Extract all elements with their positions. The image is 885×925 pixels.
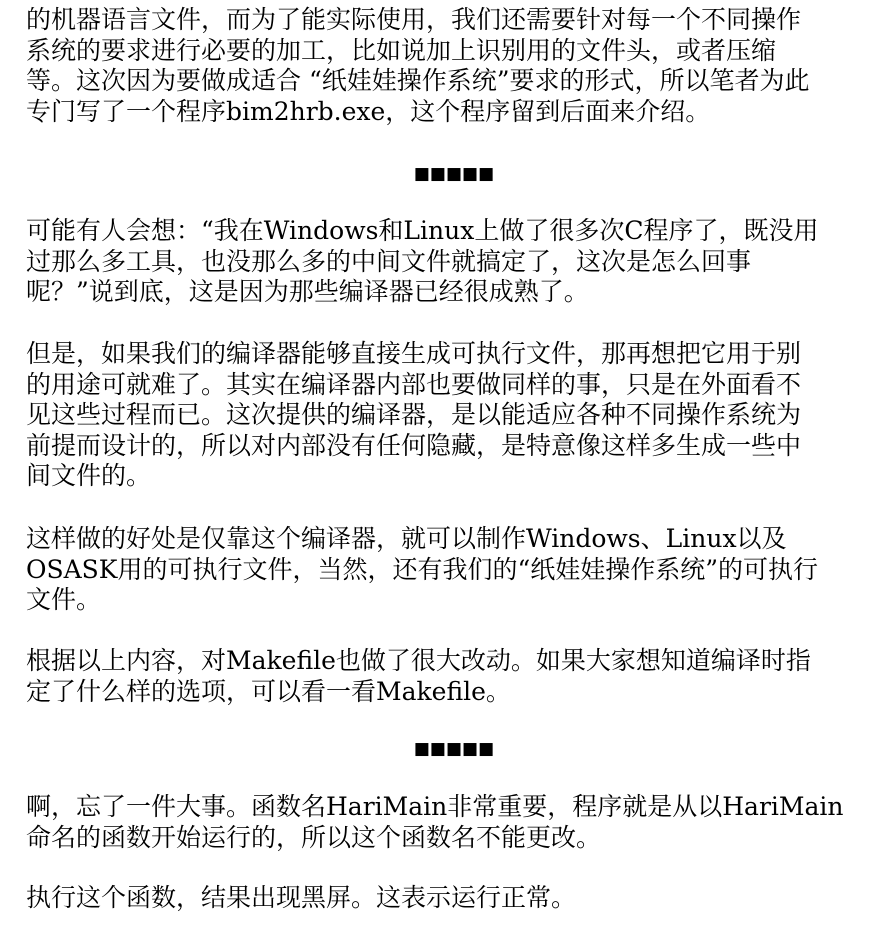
section-separator: ■■■■■ (413, 164, 495, 184)
paragraph-benefit: 这样做的好处是仅靠这个编译器，就可以制作Windows、Linux以及 OSASK用的可执行文件，当然，还有我们的“纸娃娃操作系统”的可执行 文件。 (26, 524, 819, 614)
paragraph-compile-process: 的机器语言文件，而为了能实际使用，我们还需要针对每一个不同操作 系统的要求进行必要的加工，比如说加上识别用的文件头，或者压缩 等。这次因为要做成适合 “纸娃娃操作系统”要求的形式，所以笔者为此 专门写了一个程序bim2hrb.exe，这个程序留到后面来介绍。 (26, 5, 810, 126)
paragraph-harimain: 啊，忘了一件大事。函数名HariMain非常重要，程序就是从以HariMain 命名的函数开始运行的，所以这个函数名不能更改。 (26, 792, 844, 852)
section-separator-2: ■■■■■ (413, 739, 495, 759)
paragraph-makefile: 根据以上内容，对Makefile也做了很大改动。如果大家想知道编译时指 定了什么样的选项，可以看一看Makefile。 (26, 646, 811, 706)
paragraph-compiler-explanation: 但是，如果我们的编译器能够直接生成可执行文件，那再想把它用于别 的用途可就难了。其实在编译器内部也要做同样的事，只是在外面看不 见这些过程而已。这次提供的编译器，是以能适应各种不同操作系统为 前提而设计的，所以对内部没有任何隐藏，是特意像这样多生成一些中 间文件的。 (26, 339, 802, 490)
paragraph-why-question: 可能有人会想：“我在Windows和Linux上做了很多次C程序了，既没用 过那么多工具，也没那么多的中间文件就搞定了，这次是怎么回事 呢？”说到底，这是因为那些编译器已经很成熟了。 (26, 216, 819, 306)
paragraph-result: 执行这个函数，结果出现黑屏。这表示运行正常。 (26, 883, 577, 912)
